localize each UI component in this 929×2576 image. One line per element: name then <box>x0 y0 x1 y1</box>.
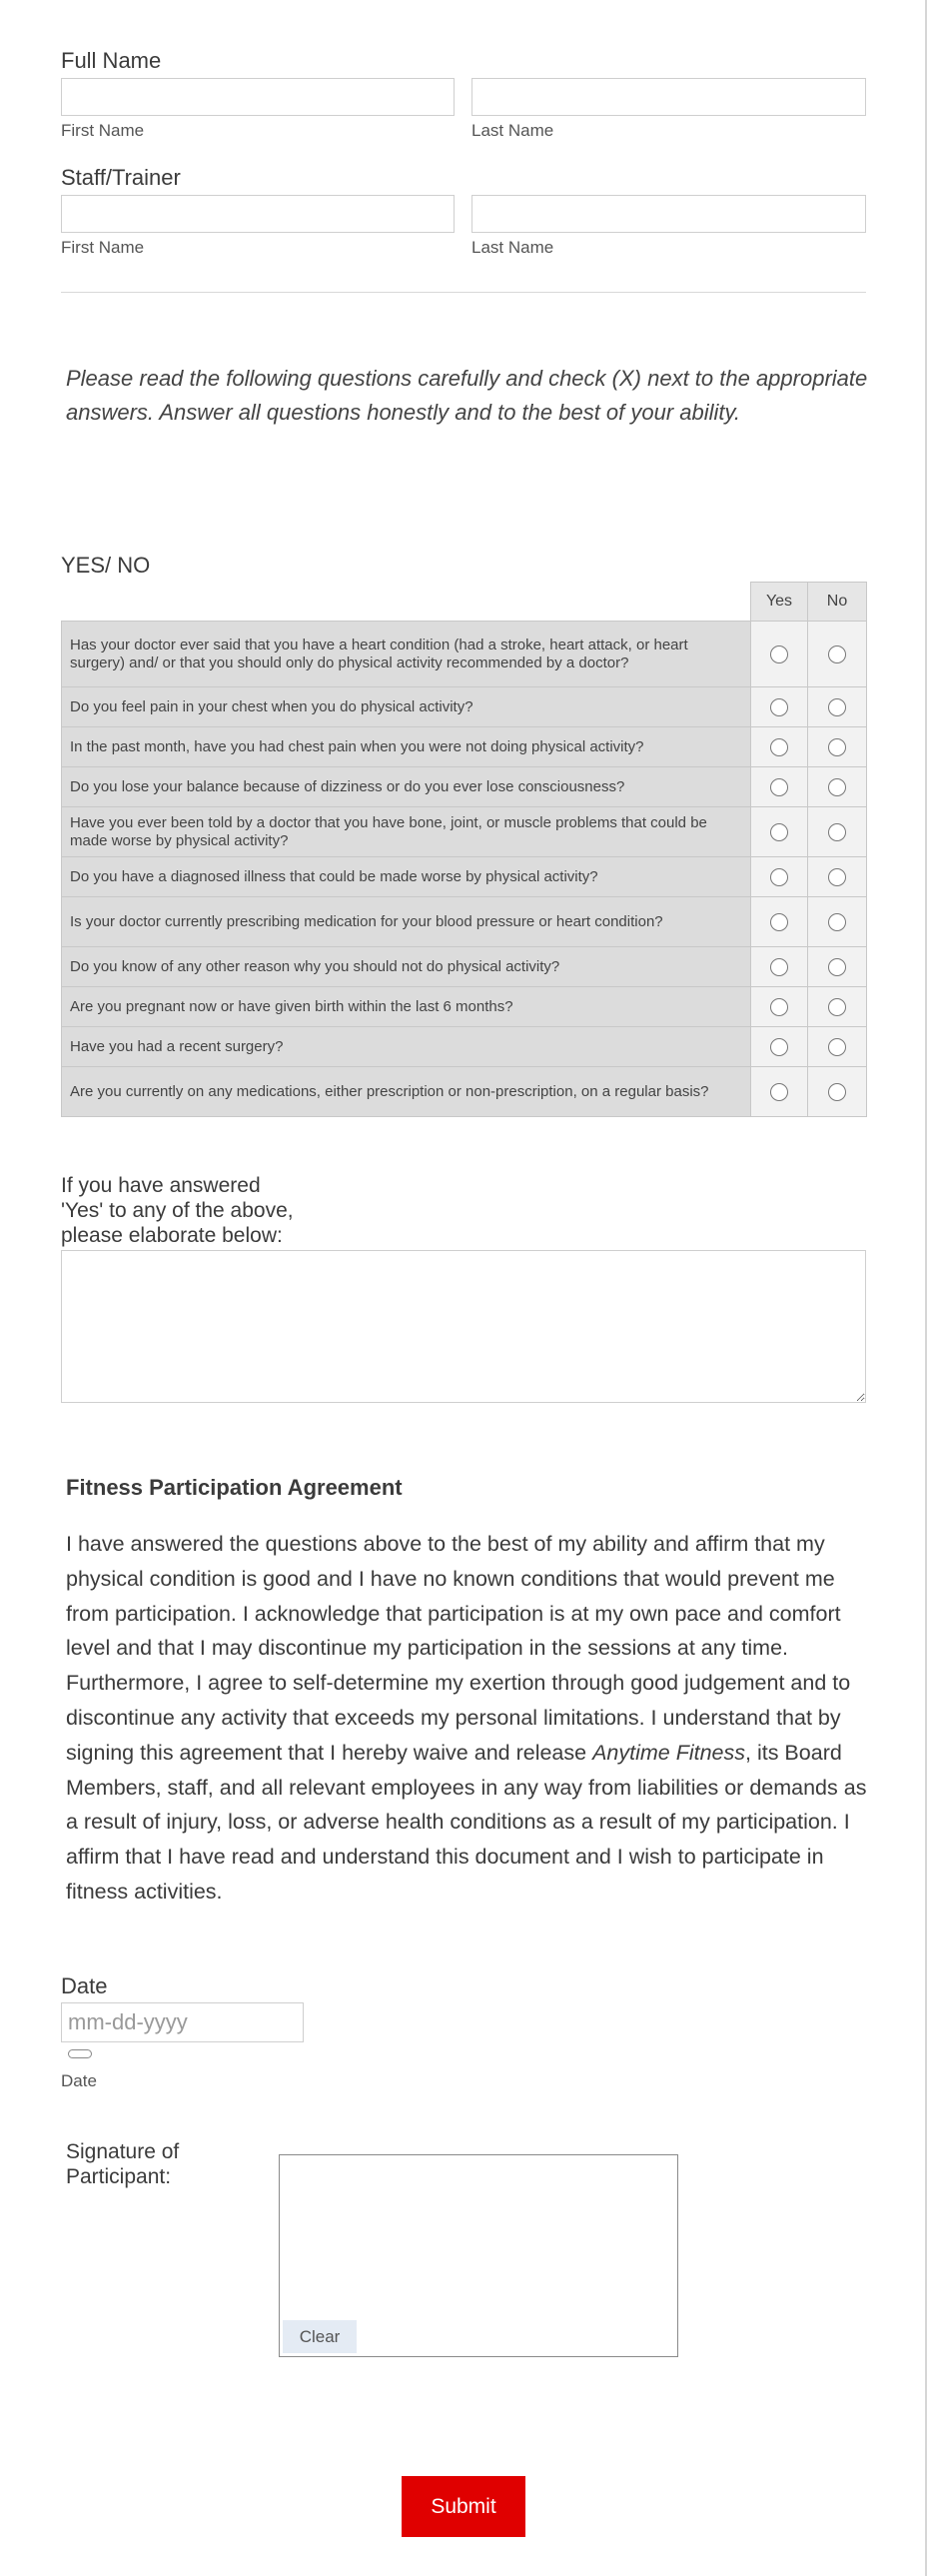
matrix-cell-no <box>808 767 867 807</box>
signature-label-line1: Signature of <box>66 2140 180 2163</box>
matrix-row <box>62 1027 867 1067</box>
matrix-cell-yes <box>751 897 808 947</box>
full-name-last-sublabel: Last Name <box>471 121 554 140</box>
radio-yes[interactable] <box>770 868 788 886</box>
matrix-corner <box>62 583 751 622</box>
radio-no[interactable] <box>828 778 846 796</box>
radio-no[interactable] <box>828 913 846 931</box>
matrix-cell-yes <box>751 987 808 1027</box>
radio-no[interactable] <box>828 698 846 716</box>
matrix-question: Has your doctor ever said that you have a heart condition (had a stroke, heart attack, or heart surgery) and/ or that you should only do physical activity recommended by a doctor? <box>62 622 751 687</box>
matrix-question: Are you currently on any medications, either prescription or non-prescription, on a regular basis? <box>62 1067 751 1117</box>
radio-no[interactable] <box>828 1038 846 1056</box>
staff-last-input[interactable] <box>471 195 866 233</box>
staff-first-input[interactable] <box>61 195 455 233</box>
matrix-row <box>62 727 867 767</box>
radio-no[interactable] <box>828 738 846 756</box>
staff-last-sublabel: Last Name <box>471 238 554 257</box>
matrix-row <box>62 767 867 807</box>
matrix-question: Do you have a diagnosed illness that could be made worse by physical activity? <box>62 857 751 897</box>
matrix-cell-yes <box>751 1067 808 1117</box>
agreement-body-part1: I have answered the questions above to the best of my ability and affirm that my physical condition is good and I have no known conditions that would prevent me from participation. I acknowledge that participation is at my own pace and comfort level and that I may discontinue my participation in the sessions at any time. Furthermore, I agree to self-determine my exertion through good judgement and to discontinue any activity that exceeds my personal limitations. I understand that by signing this agreement that I hereby waive and release <box>66 1532 851 1765</box>
matrix-row <box>62 687 867 727</box>
elaborate-textarea[interactable] <box>61 1250 866 1403</box>
radio-yes[interactable] <box>770 698 788 716</box>
staff-first-sublabel: First Name <box>61 238 145 257</box>
matrix-cell-yes <box>751 857 808 897</box>
full-name-last-input[interactable] <box>471 78 866 116</box>
radio-yes[interactable] <box>770 1038 788 1056</box>
radio-yes[interactable] <box>770 778 788 796</box>
date-input[interactable]: mm-dd-yyyy <box>61 2002 304 2042</box>
radio-no[interactable] <box>828 823 846 841</box>
matrix-cell-no <box>808 987 867 1027</box>
matrix-question: In the past month, have you had chest pain when you were not doing physical activity? <box>62 727 751 767</box>
column-header-no: No <box>808 583 867 622</box>
matrix-question: Have you ever been told by a doctor that you have bone, joint, or muscle problems that could be made worse by physical activity? <box>62 807 751 857</box>
radio-no[interactable] <box>828 645 846 663</box>
date-label: Date <box>61 1973 108 1998</box>
matrix-row <box>62 987 867 1027</box>
radio-no[interactable] <box>828 868 846 886</box>
matrix-row <box>62 897 867 947</box>
matrix-row <box>62 622 867 687</box>
matrix-cell-yes <box>751 767 808 807</box>
matrix-question: Are you pregnant now or have given birth within the last 6 months? <box>62 987 751 1027</box>
matrix-cell-yes <box>751 947 808 987</box>
elaborate-label-line2: 'Yes' to any of the above, <box>61 1199 294 1222</box>
agreement-company-name: Anytime Fitness <box>592 1740 746 1765</box>
signature-clear-button[interactable]: Clear <box>283 2320 357 2353</box>
matrix-cell-no <box>808 897 867 947</box>
matrix-row <box>62 947 867 987</box>
instructions-text: Please read the following questions carefully and check (X) next to the appropriate answers. Answer all questions honestly and to the best of your ability. <box>66 366 868 425</box>
matrix-question: Do you know of any other reason why you should not do physical activity? <box>62 947 751 987</box>
calendar-picker-icon[interactable] <box>68 2049 92 2058</box>
radio-yes[interactable] <box>770 823 788 841</box>
staff-trainer-label: Staff/Trainer <box>61 165 181 190</box>
matrix-question: Do you feel pain in your chest when you do physical activity? <box>62 687 751 727</box>
matrix-cell-no <box>808 727 867 767</box>
full-name-label: Full Name <box>61 48 162 73</box>
matrix-row <box>62 807 867 857</box>
radio-yes[interactable] <box>770 998 788 1016</box>
column-header-yes: Yes <box>751 583 808 622</box>
matrix-row <box>62 1067 867 1117</box>
radio-no[interactable] <box>828 1083 846 1101</box>
agreement-body-part2: , its Board Members, staff, and all relevant employees in any way from liabilities or demands as a result of injury, loss, or adverse health conditions as a result of my participation. I affirm that I have read and understand this document and I wish to participate in fitness activities. <box>66 1740 867 1904</box>
signature-label-line2: Participant: <box>66 2165 172 2188</box>
matrix-cell-no <box>808 687 867 727</box>
matrix-cell-no <box>808 1027 867 1067</box>
radio-yes[interactable] <box>770 958 788 976</box>
radio-no[interactable] <box>828 998 846 1016</box>
matrix-cell-yes <box>751 687 808 727</box>
radio-yes[interactable] <box>770 645 788 663</box>
matrix-question: Do you lose your balance because of dizziness or do you ever lose consciousness? <box>62 767 751 807</box>
radio-yes[interactable] <box>770 1083 788 1101</box>
signature-pad[interactable] <box>279 2154 678 2357</box>
full-name-first-input[interactable] <box>61 78 455 116</box>
matrix-question: Is your doctor currently prescribing medication for your blood pressure or heart condition? <box>62 897 751 947</box>
radio-yes[interactable] <box>770 913 788 931</box>
submit-button[interactable]: Submit <box>402 2476 525 2537</box>
matrix-cell-yes <box>751 1027 808 1067</box>
full-name-first-sublabel: First Name <box>61 121 145 140</box>
date-sublabel: Date <box>61 2071 97 2090</box>
radio-no[interactable] <box>828 958 846 976</box>
page-right-border <box>925 0 927 2576</box>
matrix-cell-no <box>808 1067 867 1117</box>
elaborate-label <box>61 1173 294 1248</box>
matrix-cell-no <box>808 622 867 687</box>
matrix-question: Have you had a recent surgery? <box>62 1027 751 1067</box>
matrix-cell-no <box>808 807 867 857</box>
matrix-cell-yes <box>751 727 808 767</box>
matrix-cell-yes <box>751 622 808 687</box>
matrix-cell-no <box>808 857 867 897</box>
section-divider <box>61 292 866 293</box>
elaborate-label-line1: If you have answered <box>61 1174 261 1197</box>
matrix-heading: YES/ NO <box>61 553 151 578</box>
elaborate-label-line3: please elaborate below: <box>61 1224 283 1247</box>
matrix-cell-no <box>808 947 867 987</box>
agreement-body <box>66 1527 877 1910</box>
agreement-title: Fitness Participation Agreement <box>66 1475 403 1500</box>
matrix-row <box>62 857 867 897</box>
radio-yes[interactable] <box>770 738 788 756</box>
matrix-cell-yes <box>751 807 808 857</box>
signature-label <box>66 2139 179 2189</box>
yes-no-matrix <box>61 582 867 1117</box>
